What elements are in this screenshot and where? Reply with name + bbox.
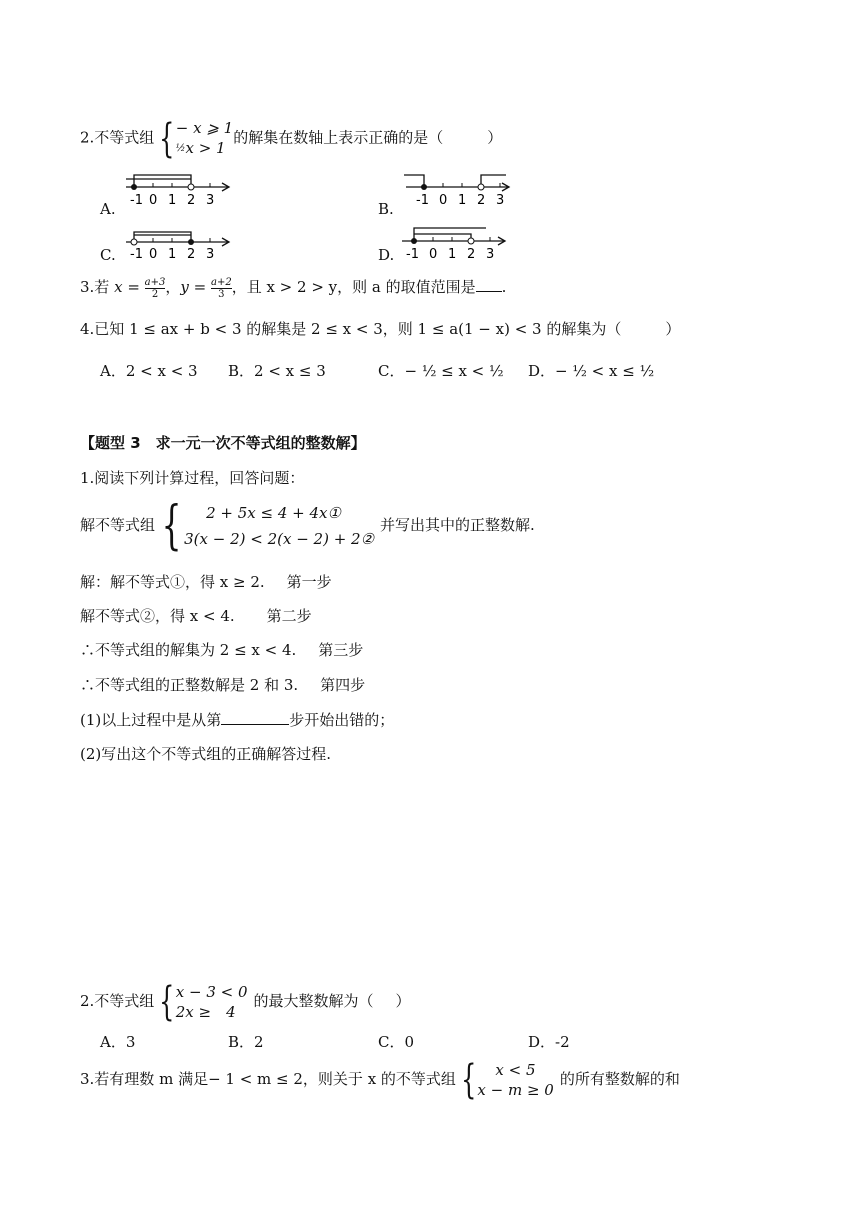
q2-stem: 2.不等式组 { − x ⩾ 1 ½x > 1 的解集在数轴上表示正确的是（ ） <box>80 115 503 162</box>
tick-label: 0 <box>429 247 438 262</box>
hollow-point <box>188 184 194 190</box>
solid-point <box>131 184 137 190</box>
option-b-label[interactable]: B. <box>378 200 394 218</box>
p2-option-a[interactable]: A．3 <box>100 1033 136 1051</box>
answer-blank[interactable] <box>221 724 289 725</box>
tick-label: -1 <box>130 247 143 262</box>
option-a-label[interactable]: A. <box>100 200 116 218</box>
step-line: 解：解不等式①，得 x ≥ 2. 第一步 <box>80 573 332 591</box>
number-line-c <box>120 224 240 264</box>
p1-intro: 1.阅读下列计算过程，回答问题： <box>80 469 305 487</box>
tick-label: 3 <box>206 247 215 262</box>
tick-label: 2 <box>187 247 196 262</box>
fraction: $\frac{a+3}{2}$ <box>144 276 166 300</box>
tick-label: 1 <box>448 247 457 262</box>
p1-system: 解不等式组 { 2 + 5x ≤ 4 + 4x① 3(x − 2) < 2(x − 2) + 2② 并写出其中的正整数解. <box>80 496 535 556</box>
p3-stem: 3.若有理数 m 满足− 1 < m ≤ 2，则关于 x 的不等式组 { x < 5 x − m ≥ 0 的所有整数解的和 <box>80 1057 680 1103</box>
inequality-system: { − x ⩾ 1 ½x > 1 <box>159 115 234 162</box>
tick-label: 0 <box>149 193 158 208</box>
tick-label: 2 <box>467 247 476 262</box>
p2-option-c[interactable]: C．0 <box>378 1033 415 1051</box>
q3-stem: 3.若 x = $\frac{a+3}{2}$ ，y = $\frac{a+2}{3}$ ，且 x > 2 > y，则 a 的取值范围是 . <box>80 276 507 300</box>
number-line-a <box>120 168 240 210</box>
tick-label: 3 <box>496 193 505 208</box>
p1-question-1: (1)以上过程中是从第 步开始出错的； <box>80 711 395 729</box>
hollow-point <box>131 239 137 245</box>
tick-label: 3 <box>486 247 495 262</box>
p1-question-2: (2)写出这个不等式组的正确解答过程. <box>80 745 332 763</box>
tick-label: -1 <box>416 193 429 208</box>
q4-option-d[interactable]: D．− ½ < x ≤ ½ <box>528 362 655 380</box>
hollow-point <box>478 184 484 190</box>
brace-icon: { <box>161 496 182 556</box>
tick-label: 1 <box>168 247 177 262</box>
section-heading: 【题型 3 求一元一次不等式组的整数解】 <box>80 434 366 452</box>
brace-icon: { <box>159 115 175 162</box>
tick-label: -1 <box>130 193 143 208</box>
tick-label: 0 <box>439 193 448 208</box>
q4-option-b[interactable]: B．2 < x ≤ 3 <box>228 362 326 380</box>
brace-icon: { <box>461 1057 477 1103</box>
p2-option-d[interactable]: D．-2 <box>528 1033 570 1051</box>
tick-label: 2 <box>187 193 196 208</box>
brace-icon: { <box>159 979 175 1025</box>
number-line-d <box>396 220 516 264</box>
inequality-system: { x − 3 < 0 2x ≥ 4 <box>159 979 248 1025</box>
number-line-b <box>400 168 520 210</box>
q4-stem: 4.已知 1 ≤ ax + b < 3 的解集是 2 ≤ x < 3，则 1 ≤ a(1 − x) < 3 的解集为（ ） <box>80 320 681 338</box>
solid-point <box>421 184 427 190</box>
tick-label: 2 <box>477 193 486 208</box>
tick-label: 1 <box>168 193 177 208</box>
q4-option-c[interactable]: C．− ½ ≤ x < ½ <box>378 362 504 380</box>
p2-option-b[interactable]: B．2 <box>228 1033 264 1051</box>
tick-label: 1 <box>458 193 467 208</box>
fraction: $\frac{a+2}{3}$ <box>210 276 232 300</box>
tick-label: 0 <box>149 247 158 262</box>
q4-option-a[interactable]: A．2 < x < 3 <box>100 362 198 380</box>
tick-label: -1 <box>406 247 419 262</box>
solid-point <box>188 239 194 245</box>
step-line: 解不等式②，得 x < 4. 第二步 <box>80 607 312 625</box>
answer-blank[interactable] <box>476 291 502 292</box>
tick-label: 3 <box>206 193 215 208</box>
inequality-system: { x < 5 x − m ≥ 0 <box>461 1057 554 1103</box>
hollow-point <box>468 238 474 244</box>
option-d-label[interactable]: D. <box>378 246 395 264</box>
option-c-label[interactable]: C. <box>100 246 116 264</box>
inequality-system: { 2 + 5x ≤ 4 + 4x① 3(x − 2) < 2(x − 2) + 2② <box>161 496 375 556</box>
p2-stem: 2.不等式组 { x − 3 < 0 2x ≥ 4 的最大整数解为（ ） <box>80 979 411 1025</box>
step-line: ∴不等式组的正整数解是 2 和 3. 第四步 <box>80 676 366 694</box>
step-line: ∴不等式组的解集为 2 ≤ x < 4. 第三步 <box>80 641 364 659</box>
solid-point <box>411 238 417 244</box>
